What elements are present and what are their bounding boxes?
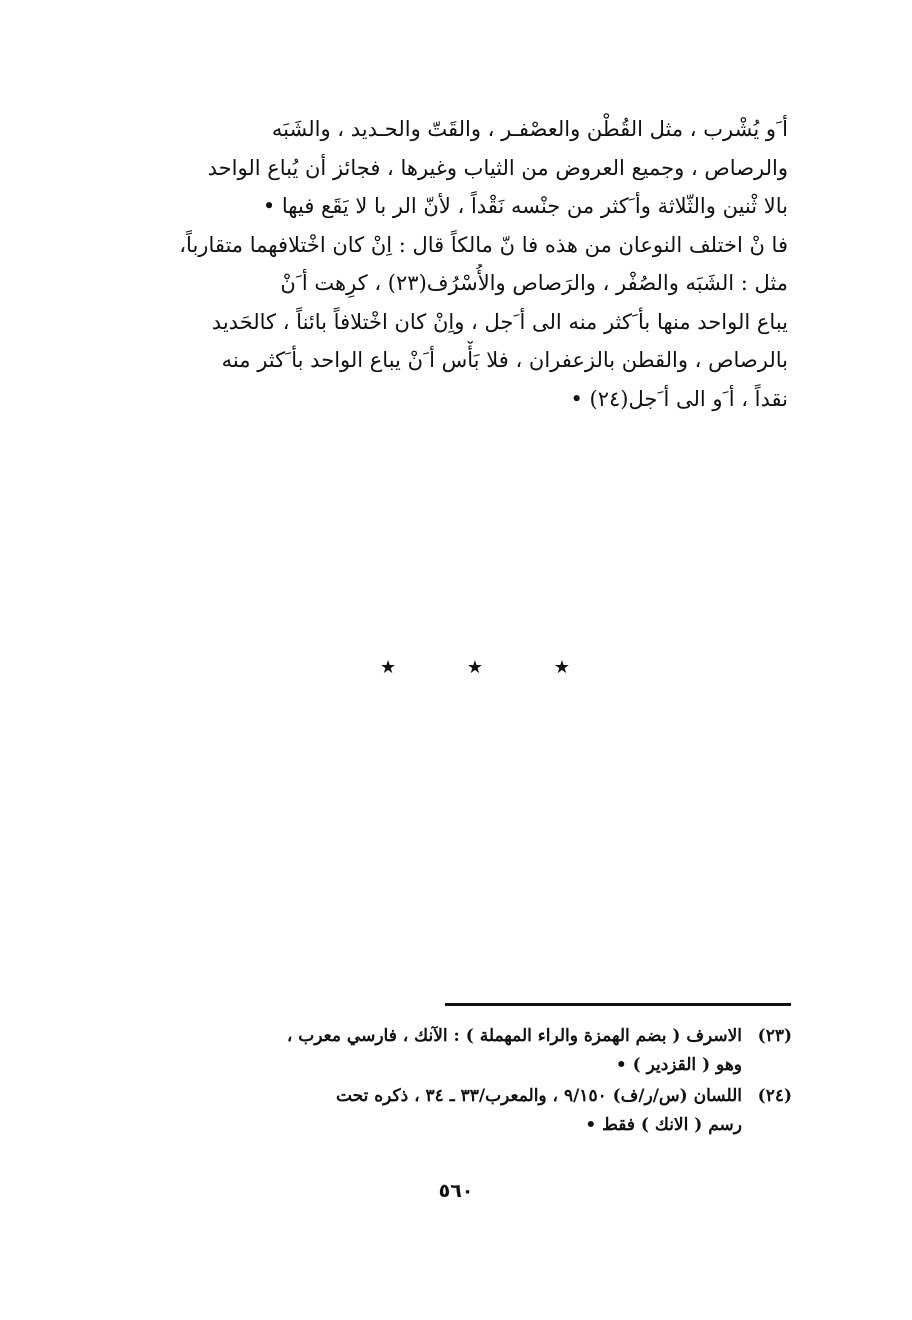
- text-line: أ َو يُشْرب ، مثل القُطْن والعصْفـر ، والقَتّ والحـديد ، والشَبَه: [271, 117, 788, 141]
- star-icon: ★: [380, 657, 397, 678]
- footnote-separator: [445, 1003, 791, 1006]
- footnote-number: (٢٤): [757, 1086, 792, 1106]
- text-line: نقداً ، أ َو الى أ َجل(٢٤) •: [570, 386, 788, 411]
- footnote-line: الاسرف ( بضم الهمزة والراء المهملة ) : الآنك ، فارسي معرب ،: [286, 1026, 742, 1046]
- footnote-24: [130, 1082, 792, 1140]
- star-icon: ★: [466, 657, 484, 678]
- text-line: بالرصاص ، والقطن بالزعفران ، فلا بَأْس أ َنْ يباع الواحد بأ َكثر منه: [221, 348, 788, 372]
- text-line: فا نْ اختلف النوعان من هذه فا نّ مالكاً قال : اِنْ كان اخْتلافهما متقارباً،: [179, 232, 788, 257]
- text-line: يباع الواحد منها بأ َكثر منه الى أ َجل ، واِنْ كان اخْتلافاً بائناً ، كالحَديد: [211, 309, 788, 334]
- footnote-23: [130, 1022, 792, 1080]
- star-icon: ★: [553, 657, 570, 678]
- page-number: ٥٦٠: [438, 1180, 474, 1202]
- footnote-line: اللسان (س/ر/ف) ٩/١٥٠ ، والمعرب/٣٣ ـ ٣٤ ، ذكره تحت: [335, 1086, 742, 1106]
- footnote-line: رسم ( الانك ) فقط •: [585, 1115, 742, 1135]
- footnote-number: (٢٣): [757, 1026, 792, 1046]
- section-divider-stars: [380, 658, 570, 678]
- footnote-body: [130, 1082, 742, 1140]
- footnote-body: [130, 1022, 742, 1080]
- footnotes: [130, 1022, 792, 1142]
- text-line: بالا ثْنين والثّلاثة وأ َكثر من جنْسه نَقْداً ، لأنّ الر با لا يَقَع فيها •: [262, 194, 788, 218]
- text-line: والرصاص ، وجميع العروض من الثياب وغيرها ، فجائز أن يُباع الواحد: [207, 155, 788, 180]
- text-line: مثل : الشَبَه والصُفْر ، والرَصاص والأُسْرُف(٢٣) ، كرِهت أ َنْ: [280, 271, 788, 295]
- main-text-block: [128, 110, 788, 418]
- footnote-line: وهو ( القزدير ) •: [615, 1055, 742, 1075]
